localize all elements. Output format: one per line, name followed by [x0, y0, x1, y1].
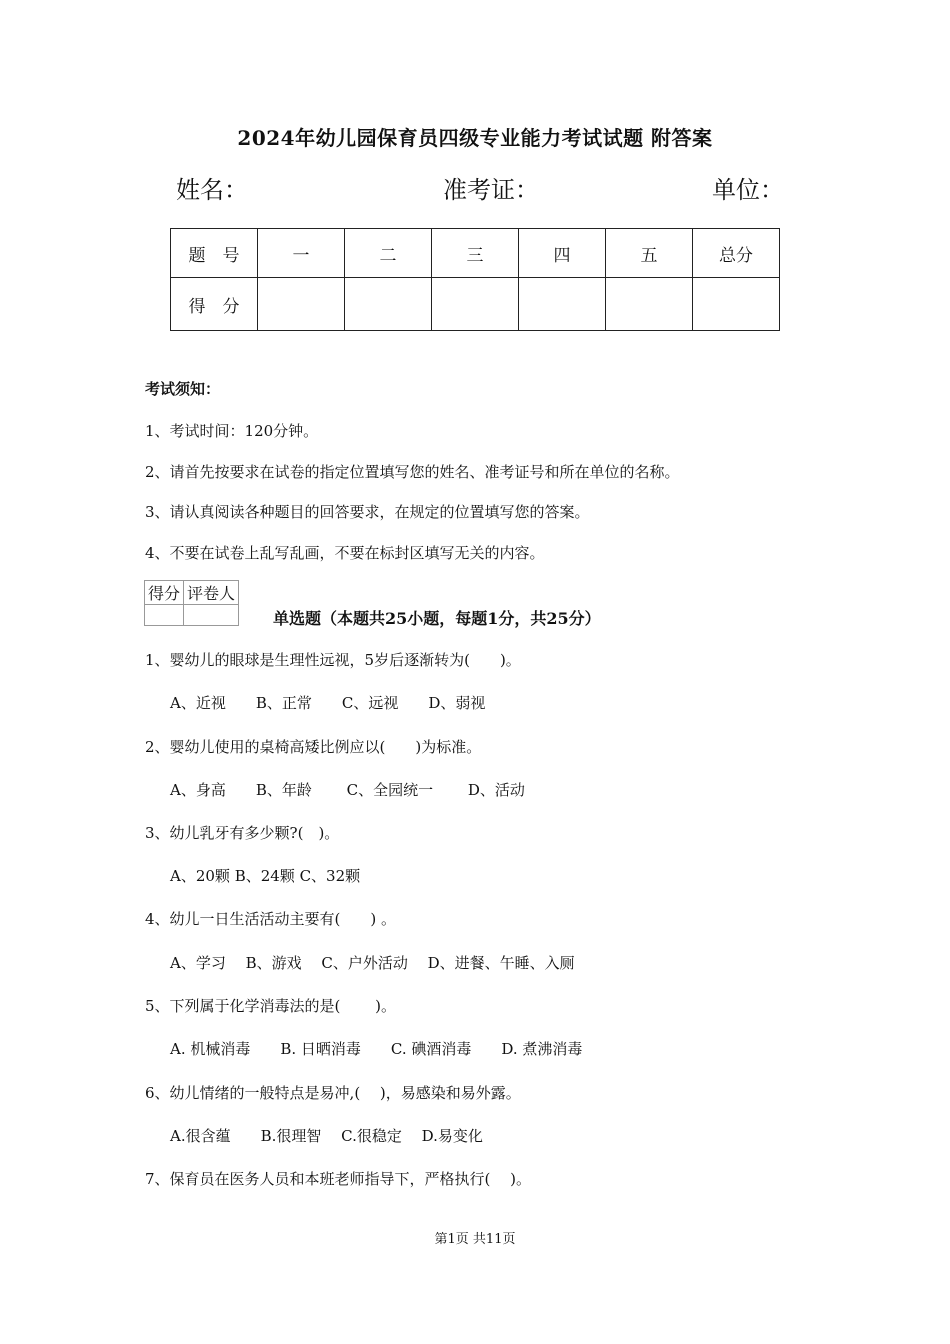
question-text: 2、婴幼儿使用的桌椅高矮比例应以( )为标准。 — [145, 738, 482, 756]
section-title: 单选题（本题共25小题，每题1分，共25分） — [273, 609, 601, 628]
question-options: A. 机械消毒 B. 日晒消毒 C. 碘酒消毒 D. 煮沸消毒 — [170, 1040, 583, 1058]
score-table-header-cell: 二 — [345, 229, 432, 278]
question-text: 7、保育员在医务人员和本班老师指导下，严格执行( )。 — [145, 1170, 532, 1188]
score-cell[interactable] — [432, 278, 519, 331]
question-options: A.很含蕴 B.很理智 C.很稳定 D.易变化 — [170, 1127, 483, 1145]
question-options: A、近视 B、正常 C、远视 D、弱视 — [170, 694, 486, 712]
notice-item: 3、请认真阅读各种题目的回答要求，在规定的位置填写您的答案。 — [145, 503, 590, 521]
notice-item: 4、不要在试卷上乱写乱画，不要在标封区填写无关的内容。 — [145, 544, 545, 562]
score-cell[interactable] — [258, 278, 345, 331]
grader-score-label: 得分 — [145, 581, 184, 605]
score-table-header-cell: 五 — [606, 229, 693, 278]
score-cell[interactable] — [345, 278, 432, 331]
grader-score-cell[interactable] — [145, 605, 184, 626]
exam-title: 2024年幼儿园保育员四级专业能力考试试题 附答案 — [237, 126, 713, 150]
question-text: 1、婴幼儿的眼球是生理性远视，5岁后逐渐转为( )。 — [145, 651, 521, 669]
score-table — [170, 228, 780, 331]
question-text: 5、下列属于化学消毒法的是( )。 — [145, 997, 397, 1015]
score-cell[interactable] — [693, 278, 780, 331]
grader-name-cell[interactable] — [184, 605, 239, 626]
score-table-header-cell: 一 — [258, 229, 345, 278]
notice-heading: 考试须知： — [145, 380, 221, 398]
page-footer: 第1页 共11页 — [434, 1232, 516, 1247]
score-table-header-cell: 题 号 — [171, 229, 258, 278]
score-table-header-cell: 总分 — [693, 229, 780, 278]
notice-item: 2、请首先按要求在试卷的指定位置填写您的姓名、准考证号和所在单位的名称。 — [145, 463, 680, 481]
question-options: A、学习 B、游戏 C、户外活动 D、进餐、午睡、入厕 — [170, 954, 575, 972]
unit-label: 单位： — [712, 176, 784, 204]
score-cell[interactable] — [519, 278, 606, 331]
id-label: 准考证： — [443, 176, 539, 204]
question-options: A、身高 B、年龄 C、全园统一 D、活动 — [170, 781, 525, 799]
score-cell[interactable] — [606, 278, 693, 331]
score-row-label: 得 分 — [171, 278, 258, 331]
score-table-header-cell: 三 — [432, 229, 519, 278]
notice-item: 1、考试时间：120分钟。 — [145, 422, 319, 440]
name-label: 姓名： — [176, 176, 248, 204]
grader-table — [144, 580, 239, 626]
question-text: 3、幼儿乳牙有多少颗?( )。 — [145, 824, 340, 842]
score-table-score-row — [171, 278, 780, 331]
score-table-header-cell: 四 — [519, 229, 606, 278]
grader-table-header-row — [145, 581, 239, 605]
question-options: A、20颗 B、24颗 C、32颗 — [170, 867, 361, 885]
grader-name-label: 评卷人 — [184, 581, 239, 605]
question-text: 6、幼儿情绪的一般特点是易冲,( )，易感染和易外露。 — [145, 1084, 521, 1102]
question-text: 4、幼儿一日生活活动主要有( ) 。 — [145, 910, 397, 928]
grader-table-input-row — [145, 605, 239, 626]
score-table-header-row — [171, 229, 780, 278]
